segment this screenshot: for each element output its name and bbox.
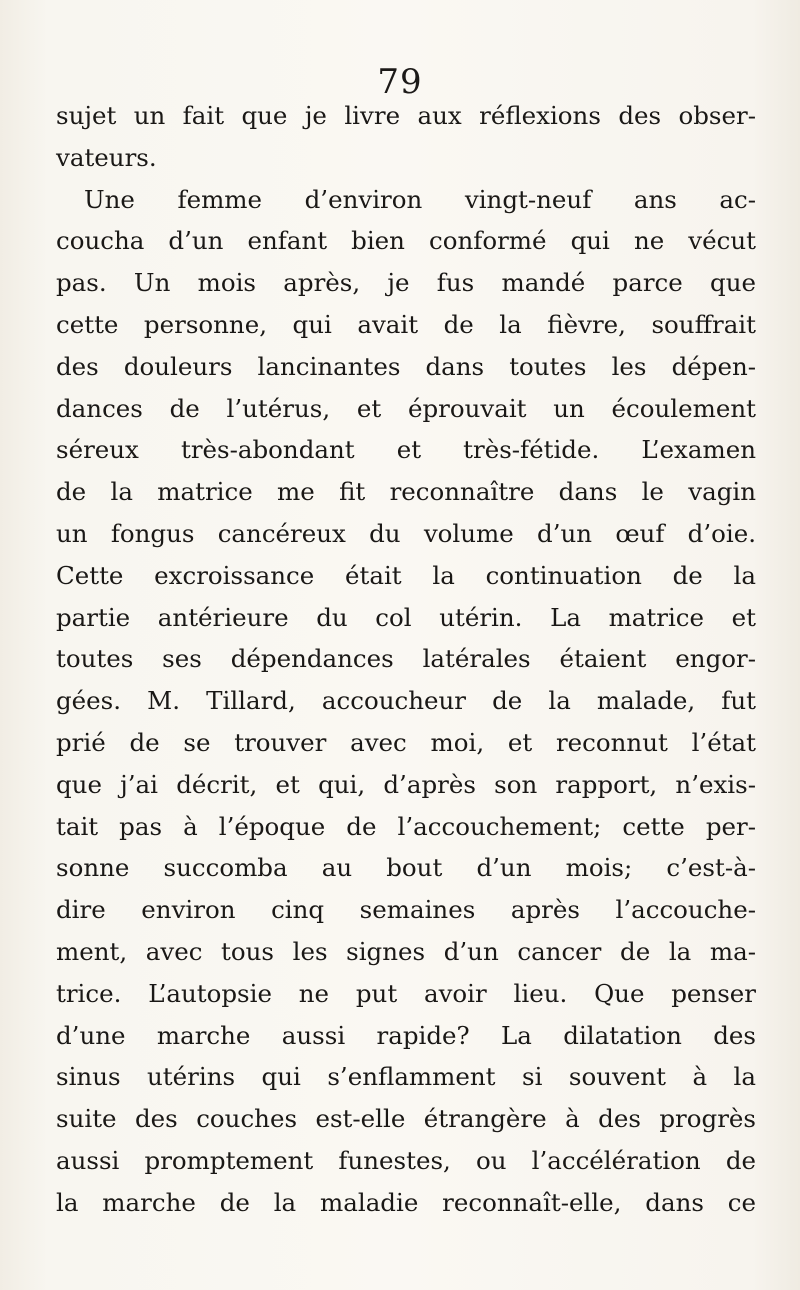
- text-line: dire environ cinq semaines après l’accouche-: [56, 895, 756, 925]
- text-line: Cette excroissance était la continuation de la: [56, 560, 756, 590]
- text-line: tait pas à l’époque de l’accouchement; cette per-: [56, 811, 756, 841]
- text-line: prié de se trouver avec moi, et reconnut l’état: [56, 727, 756, 757]
- text-line: des douleurs lancinantes dans toutes les dépen-: [56, 351, 756, 381]
- text-line: d’une marche aussi rapide? La dilatation des: [56, 1020, 756, 1050]
- text-line: sujet un fait que je livre aux réflexions des obser-: [56, 101, 756, 130]
- text-line: suite des couches est-elle étrangère à des progrès: [56, 1104, 756, 1134]
- text-line: gées. M. Tillard, accoucheur de la malade, fut: [56, 686, 756, 716]
- text-line: sinus utérins qui s’enflamment si souvent à la: [56, 1062, 756, 1092]
- text-line: toutes ses dépendances latérales étaient engor-: [56, 644, 756, 674]
- text-line: Une femme d’environ vingt-neuf ans ac-: [84, 184, 756, 214]
- text-line: que j’ai décrit, et qui, d’après son rapport, n’exis-: [56, 769, 756, 799]
- text-line: séreux très-abondant et très-fétide. L’examen: [56, 435, 756, 465]
- text-line: aussi promptement funestes, ou l’accélération de: [56, 1145, 756, 1175]
- text-line: cette personne, qui avait de la fièvre, souffrait: [56, 309, 756, 339]
- text-line: la marche de la maladie reconnaît-elle, dans ce: [56, 1187, 756, 1217]
- page-number: 79: [377, 62, 423, 102]
- text-line: sonne succomba au bout d’un mois; c’est-à-: [56, 853, 756, 883]
- text-line: pas. Un mois après, je fus mandé parce que: [56, 268, 756, 298]
- text-line: de la matrice me fit reconnaître dans le vagin: [56, 477, 756, 507]
- text-line: ment, avec tous les signes d’un cancer de la ma-: [56, 936, 756, 966]
- text-line: dances de l’utérus, et éprouvait un écoulement: [56, 393, 756, 423]
- text-line: partie antérieure du col utérin. La matrice et: [56, 602, 756, 632]
- text-line: coucha d’un enfant bien conformé qui ne vécut: [56, 226, 756, 256]
- text-line: trice. L’autopsie ne put avoir lieu. Que penser: [56, 978, 756, 1008]
- body-text: [56, 95, 756, 1224]
- text-line: vateurs.: [56, 142, 157, 172]
- text-line: un fongus cancéreux du volume d’un œuf d’oie.: [56, 518, 756, 548]
